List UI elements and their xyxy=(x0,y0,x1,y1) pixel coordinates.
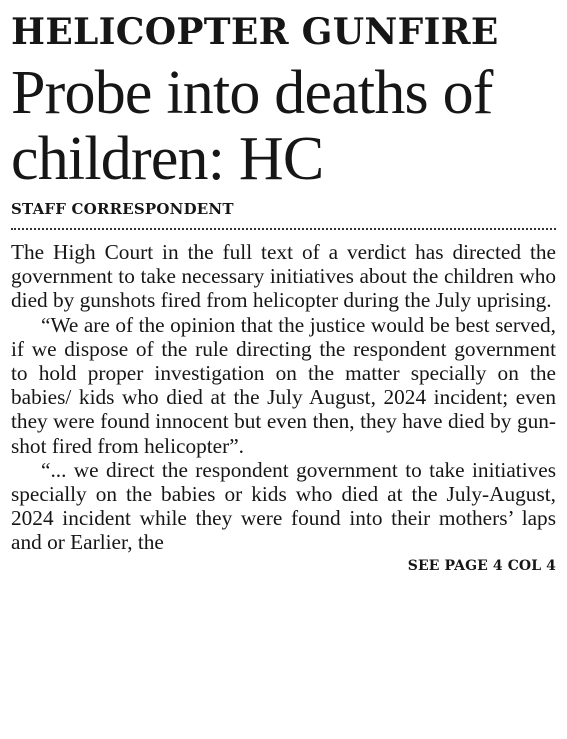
article-body xyxy=(11,240,556,555)
paragraph-2: “We are of the opinion that the justice would be best served, if we dispose of the rule directing the respondent government to hold proper investigation on the matter specially on the babies/ kids who died at the July August, 2024 incident; even they were found innocent but even then, they have died by gun-shot fired from helicopter”. xyxy=(11,312,556,458)
paragraph-3: “... we direct the respondent government to take initiatives specially on the babies or kids who died at the July-August, 2024 incident while they were found into their mothers’ laps and or Earlier, the xyxy=(11,457,556,555)
news-article xyxy=(11,12,556,574)
continued-on-page-link[interactable]: SEE PAGE 4 COL 4 xyxy=(407,557,556,574)
paragraph-1: The High Court in the full text of a verdict has directed the government to take necessary initiatives about the children who died by gunshots fired from helicopter during the July uprising. xyxy=(11,240,556,313)
headline: Probe into deaths of children: HC xyxy=(11,59,493,193)
kicker: HELICOPTER GUNFIRE xyxy=(11,11,499,53)
dotted-divider xyxy=(11,228,556,230)
byline: STAFF CORRESPONDENT xyxy=(11,200,234,218)
